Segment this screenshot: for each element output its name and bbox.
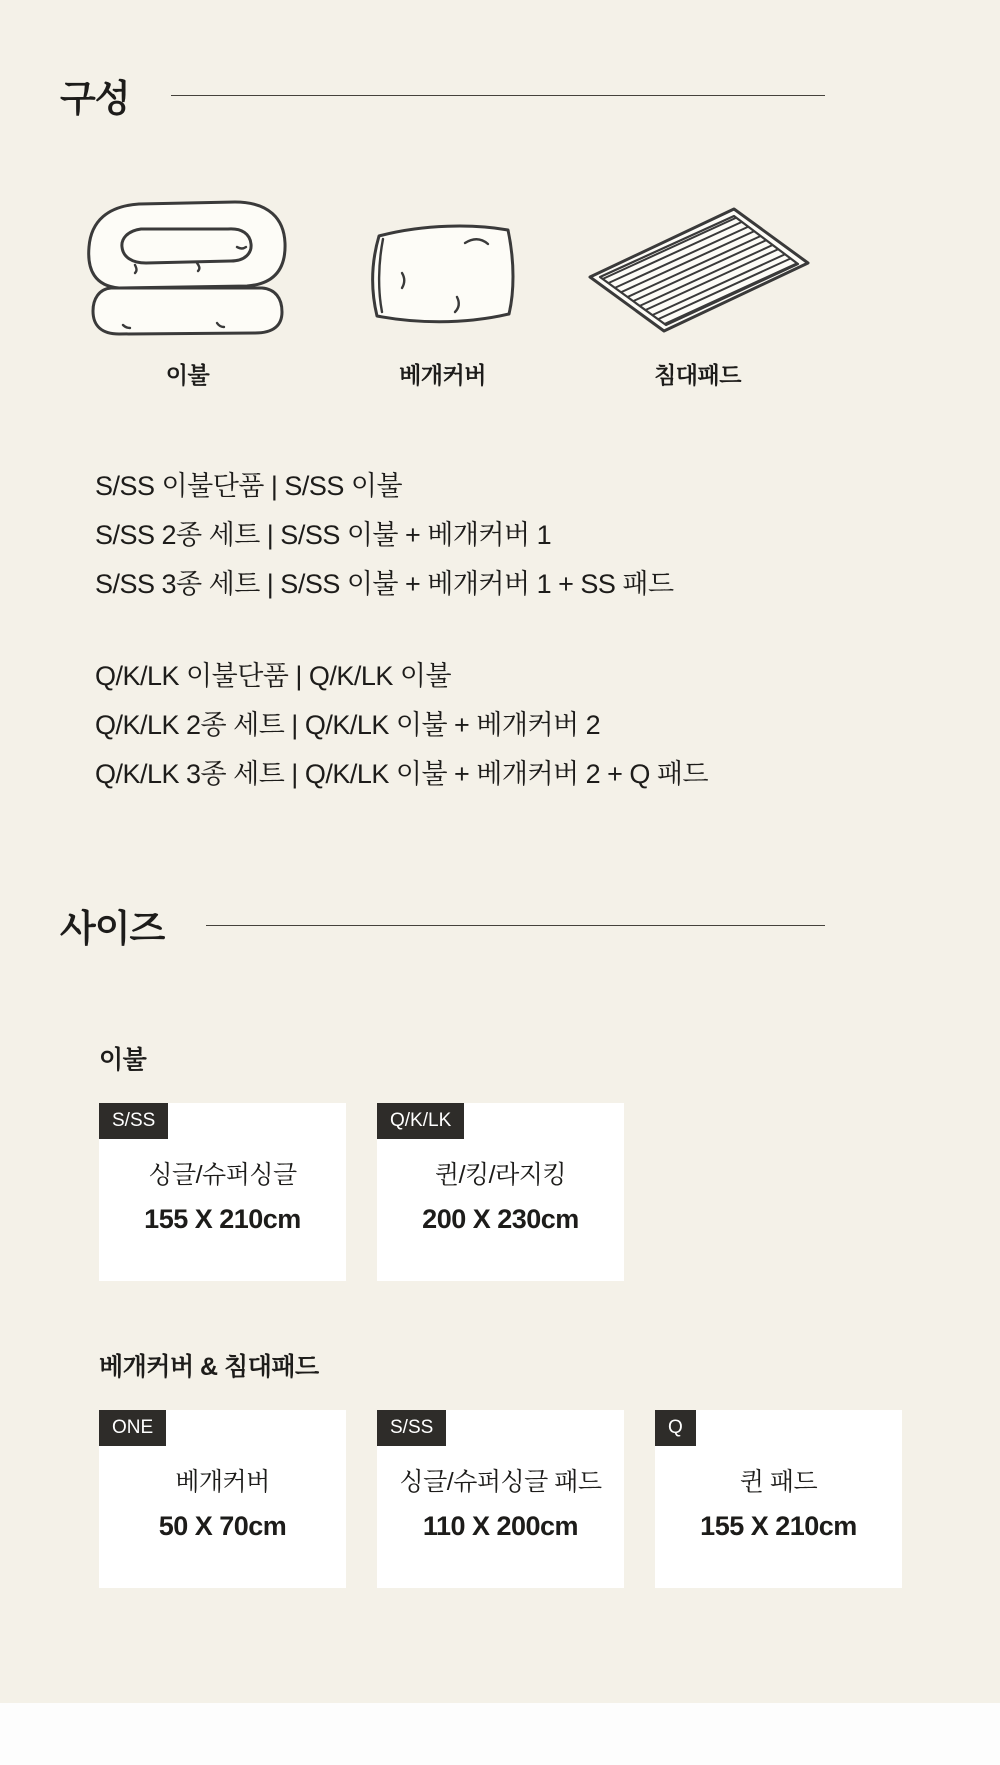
composition-item-duvet <box>70 185 305 390</box>
size-badge: Q/K/LK <box>377 1103 464 1139</box>
pads-size-card-row <box>99 1410 902 1588</box>
size-section-header <box>60 898 825 952</box>
composition-items-row <box>70 185 815 390</box>
size-group-pads-heading: 베개커버 & 침대패드 <box>99 1353 319 1381</box>
size-badge: S/SS <box>377 1410 446 1446</box>
composition-section-header <box>60 68 825 122</box>
size-badge: Q <box>655 1410 696 1446</box>
duvet-label: 이불 <box>165 362 210 388</box>
bed-pad-illustration-icon <box>582 203 814 337</box>
size-card-dimensions: 155 X 210cm <box>700 1511 857 1541</box>
duvet-illustration-icon <box>77 185 299 345</box>
size-card-dimensions: 155 X 210cm <box>144 1204 301 1234</box>
option-line: S/SS 2종 세트 | S/SS 이불 + 베개커버 1 <box>95 520 552 550</box>
size-card-label: 싱글/슈퍼싱글 패드 <box>399 1468 602 1496</box>
size-card-sss-duvet <box>99 1103 346 1281</box>
option-line: Q/K/LK 3종 세트 | Q/K/LK 이불 + 베개커버 2 + Q 패드 <box>95 759 709 789</box>
size-group-duvet-heading: 이불 <box>99 1046 147 1074</box>
option-line: Q/K/LK 이불단품 | Q/K/LK 이불 <box>95 661 452 691</box>
composition-title: 구성 <box>60 78 130 119</box>
size-card-dimensions: 200 X 230cm <box>422 1204 579 1234</box>
size-title: 사이즈 <box>60 908 165 949</box>
size-badge: S/SS <box>99 1103 168 1139</box>
composition-item-pad <box>580 203 815 390</box>
size-card-label: 베개커버 <box>175 1468 270 1496</box>
option-line: S/SS 3종 세트 | S/SS 이불 + 베개커버 1 + SS 패드 <box>95 569 674 599</box>
option-line: Q/K/LK 2종 세트 | Q/K/LK 이불 + 베개커버 2 <box>95 710 601 740</box>
size-card-sss-pad <box>377 1410 624 1588</box>
size-card-label: 싱글/슈퍼싱글 <box>148 1161 297 1189</box>
size-card-label: 퀸 패드 <box>739 1468 818 1496</box>
bottom-white-strip <box>0 1703 1000 1765</box>
size-card-dimensions: 110 X 200cm <box>422 1511 579 1541</box>
size-badge: ONE <box>99 1410 166 1446</box>
composition-item-pillow <box>325 215 560 390</box>
size-divider-line <box>206 925 825 926</box>
pillow-cover-illustration-icon <box>362 215 524 331</box>
size-card-q-pad <box>655 1410 902 1588</box>
size-card-pillow-cover <box>99 1410 346 1588</box>
option-line: S/SS 이불단품 | S/SS 이불 <box>95 471 403 501</box>
option-group-single <box>95 462 915 609</box>
size-card-label: 퀸/킹/라지킹 <box>434 1161 567 1189</box>
size-card-dimensions: 50 X 70cm <box>158 1511 287 1541</box>
size-card-qklk-duvet <box>377 1103 624 1281</box>
composition-divider-line <box>171 95 825 96</box>
bed-pad-label: 침대패드 <box>654 362 741 388</box>
pillow-cover-label: 베개커버 <box>399 362 486 388</box>
composition-options <box>95 462 915 799</box>
option-group-queen-king <box>95 652 915 799</box>
duvet-size-card-row <box>99 1103 624 1281</box>
